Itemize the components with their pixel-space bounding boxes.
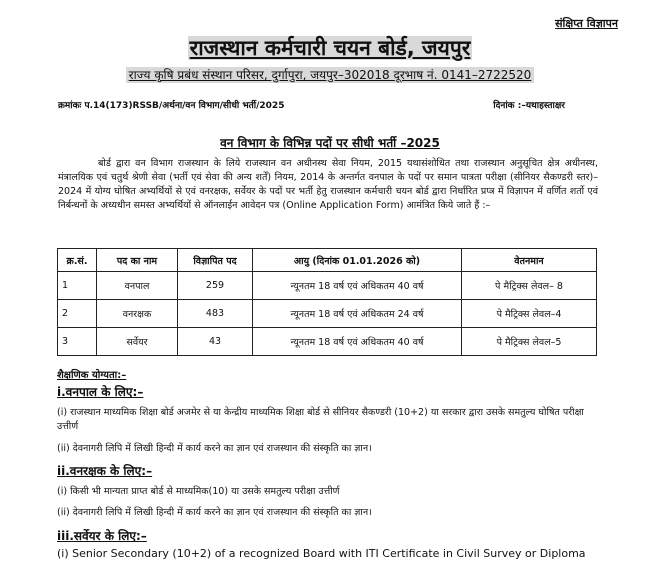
cell-age: न्यूनतम 18 वर्ष एवं अधिकतम 40 वर्ष <box>253 272 462 300</box>
cell-post: सर्वेयर <box>97 328 178 356</box>
page-title: वन विभाग के विभिन्न पदों पर सीधी भर्ती –2025 <box>220 136 440 150</box>
table-row <box>58 272 597 300</box>
cell-sn: 2 <box>58 300 97 328</box>
col-header-age: आयु (दिनांक 01.01.2026 को) <box>253 249 462 272</box>
qualification-heading: शैक्षणिक योग्यता:– <box>57 370 127 381</box>
cell-post: वनरक्षक <box>97 300 178 328</box>
org-name: राजस्थान कर्मचारी चयन बोर्ड, जयपुर <box>189 36 471 60</box>
posts-table <box>57 248 597 356</box>
qualification-item: (i) Senior Secondary (10+2) of a recognized Board with ITI Certificate in Civil Survey or Diploma <box>57 547 586 560</box>
cell-sn: 1 <box>58 272 97 300</box>
cell-post: वनपाल <box>97 272 178 300</box>
cell-vacancies: 43 <box>178 328 253 356</box>
table-row <box>58 328 597 356</box>
org-address: राज्य कृषि प्रबंध संस्थान परिसर, दुर्गापुरा, जयपुर–302018 दूरभाष नं. 0141–2722520 <box>0 66 660 83</box>
notice-tag: संक्षिप्त विज्ञापन <box>555 17 618 30</box>
issue-date: दिनांक :–यथाहस्ताक्षर <box>493 101 565 111</box>
intro-paragraph: बोर्ड द्वारा वन विभाग राजस्थान के लिये राजस्थान वन अधीनस्थ सेवा नियम, 2015 यथासंशोधित तथा राजस्थान अनुसूचित क्षेत्र अधीनस्थ, मंत्रालयिक एवं चतुर्थ श्रेणी सेवा (भर्ती एवं सेवा की अन्य शर्तें) नियम, 2014 के अन्तर्गत वनपाल के पदों पर समान पात्रता परीक्षा (सीनियर सैकण्डरी स्तर)– 2024 में योग्य घोषित अभ्यर्थियों से एवं वनरक्षक, सर्वेयर के पदों पर भर्ती हेतु राजस्थान कर्मचारी चयन बोर्ड द्वारा निर्धारित प्रप्त्र में विज्ञापन में वर्णित शर्तो एवं निर्बन्धनों के अध्यधीन समस्त अभ्यर्थियों से ऑनलाईन आवेदन पत्र (Online Application Form) आमंत्रित किये जाते हैं :– <box>58 158 598 211</box>
cell-pay: पे मैट्रिक्स लेवल–4 <box>462 300 597 328</box>
table-row <box>58 300 597 328</box>
col-header-sn: क्र.सं. <box>58 249 97 272</box>
cell-pay: पे मैट्रिक्स लेवल–5 <box>462 328 597 356</box>
section-title-surveyor: iii.सर्वेयर के लिए:– <box>57 529 147 543</box>
col-header-post: पद का नाम <box>97 249 178 272</box>
section-title-forest-guard: ii.वनरक्षक के लिए:– <box>57 464 153 478</box>
col-header-pay: वेतनमान <box>462 249 597 272</box>
section-title-forester: i.वनपाल के लिए:– <box>57 385 144 399</box>
col-header-vacancies: विज्ञापित पद <box>178 249 253 272</box>
reference-number: क्रमांकः प.14(173)RSSB/अर्थना/वन विभाग/सीधी भर्ती/2025 <box>58 101 285 111</box>
qualification-item: (ii) देवनागरी लिपि में लिखी हिन्दी में कार्य करने का ज्ञान एवं राजस्थान की संस्कृति का ज्ञान। <box>57 443 372 454</box>
cell-vacancies: 259 <box>178 272 253 300</box>
table-header-row <box>58 249 597 272</box>
cell-age: न्यूनतम 18 वर्ष एवं अधिकतम 40 वर्ष <box>253 328 462 356</box>
qualification-item: (i) किसी भी मान्यता प्राप्त बोर्ड से माध्यमिक(10) या उसके समतुल्य परीक्षा उत्तीर्ण <box>57 486 340 497</box>
cell-sn: 3 <box>58 328 97 356</box>
cell-age: न्यूनतम 18 वर्ष एवं अधिकतम 24 वर्ष <box>253 300 462 328</box>
cell-vacancies: 483 <box>178 300 253 328</box>
qualification-item: (ii) देवनागरी लिपि में लिखी हिन्दी में कार्य करने का ज्ञान एवं राजस्थान की संस्कृति का ज्ञान। <box>57 507 372 518</box>
qualification-item: (i) राजस्थान माध्यमिक शिक्षा बोर्ड अजमेर से या केन्द्रीय माध्यमिक शिक्षा बोर्ड से सीनियर सैकण्डरी (10+2) या सरकार द्वारा उसके समतुल्य घोषित परीक्षा उत्तीर्ण <box>57 407 584 432</box>
cell-pay: पे मैट्रिक्स लेवल– 8 <box>462 272 597 300</box>
